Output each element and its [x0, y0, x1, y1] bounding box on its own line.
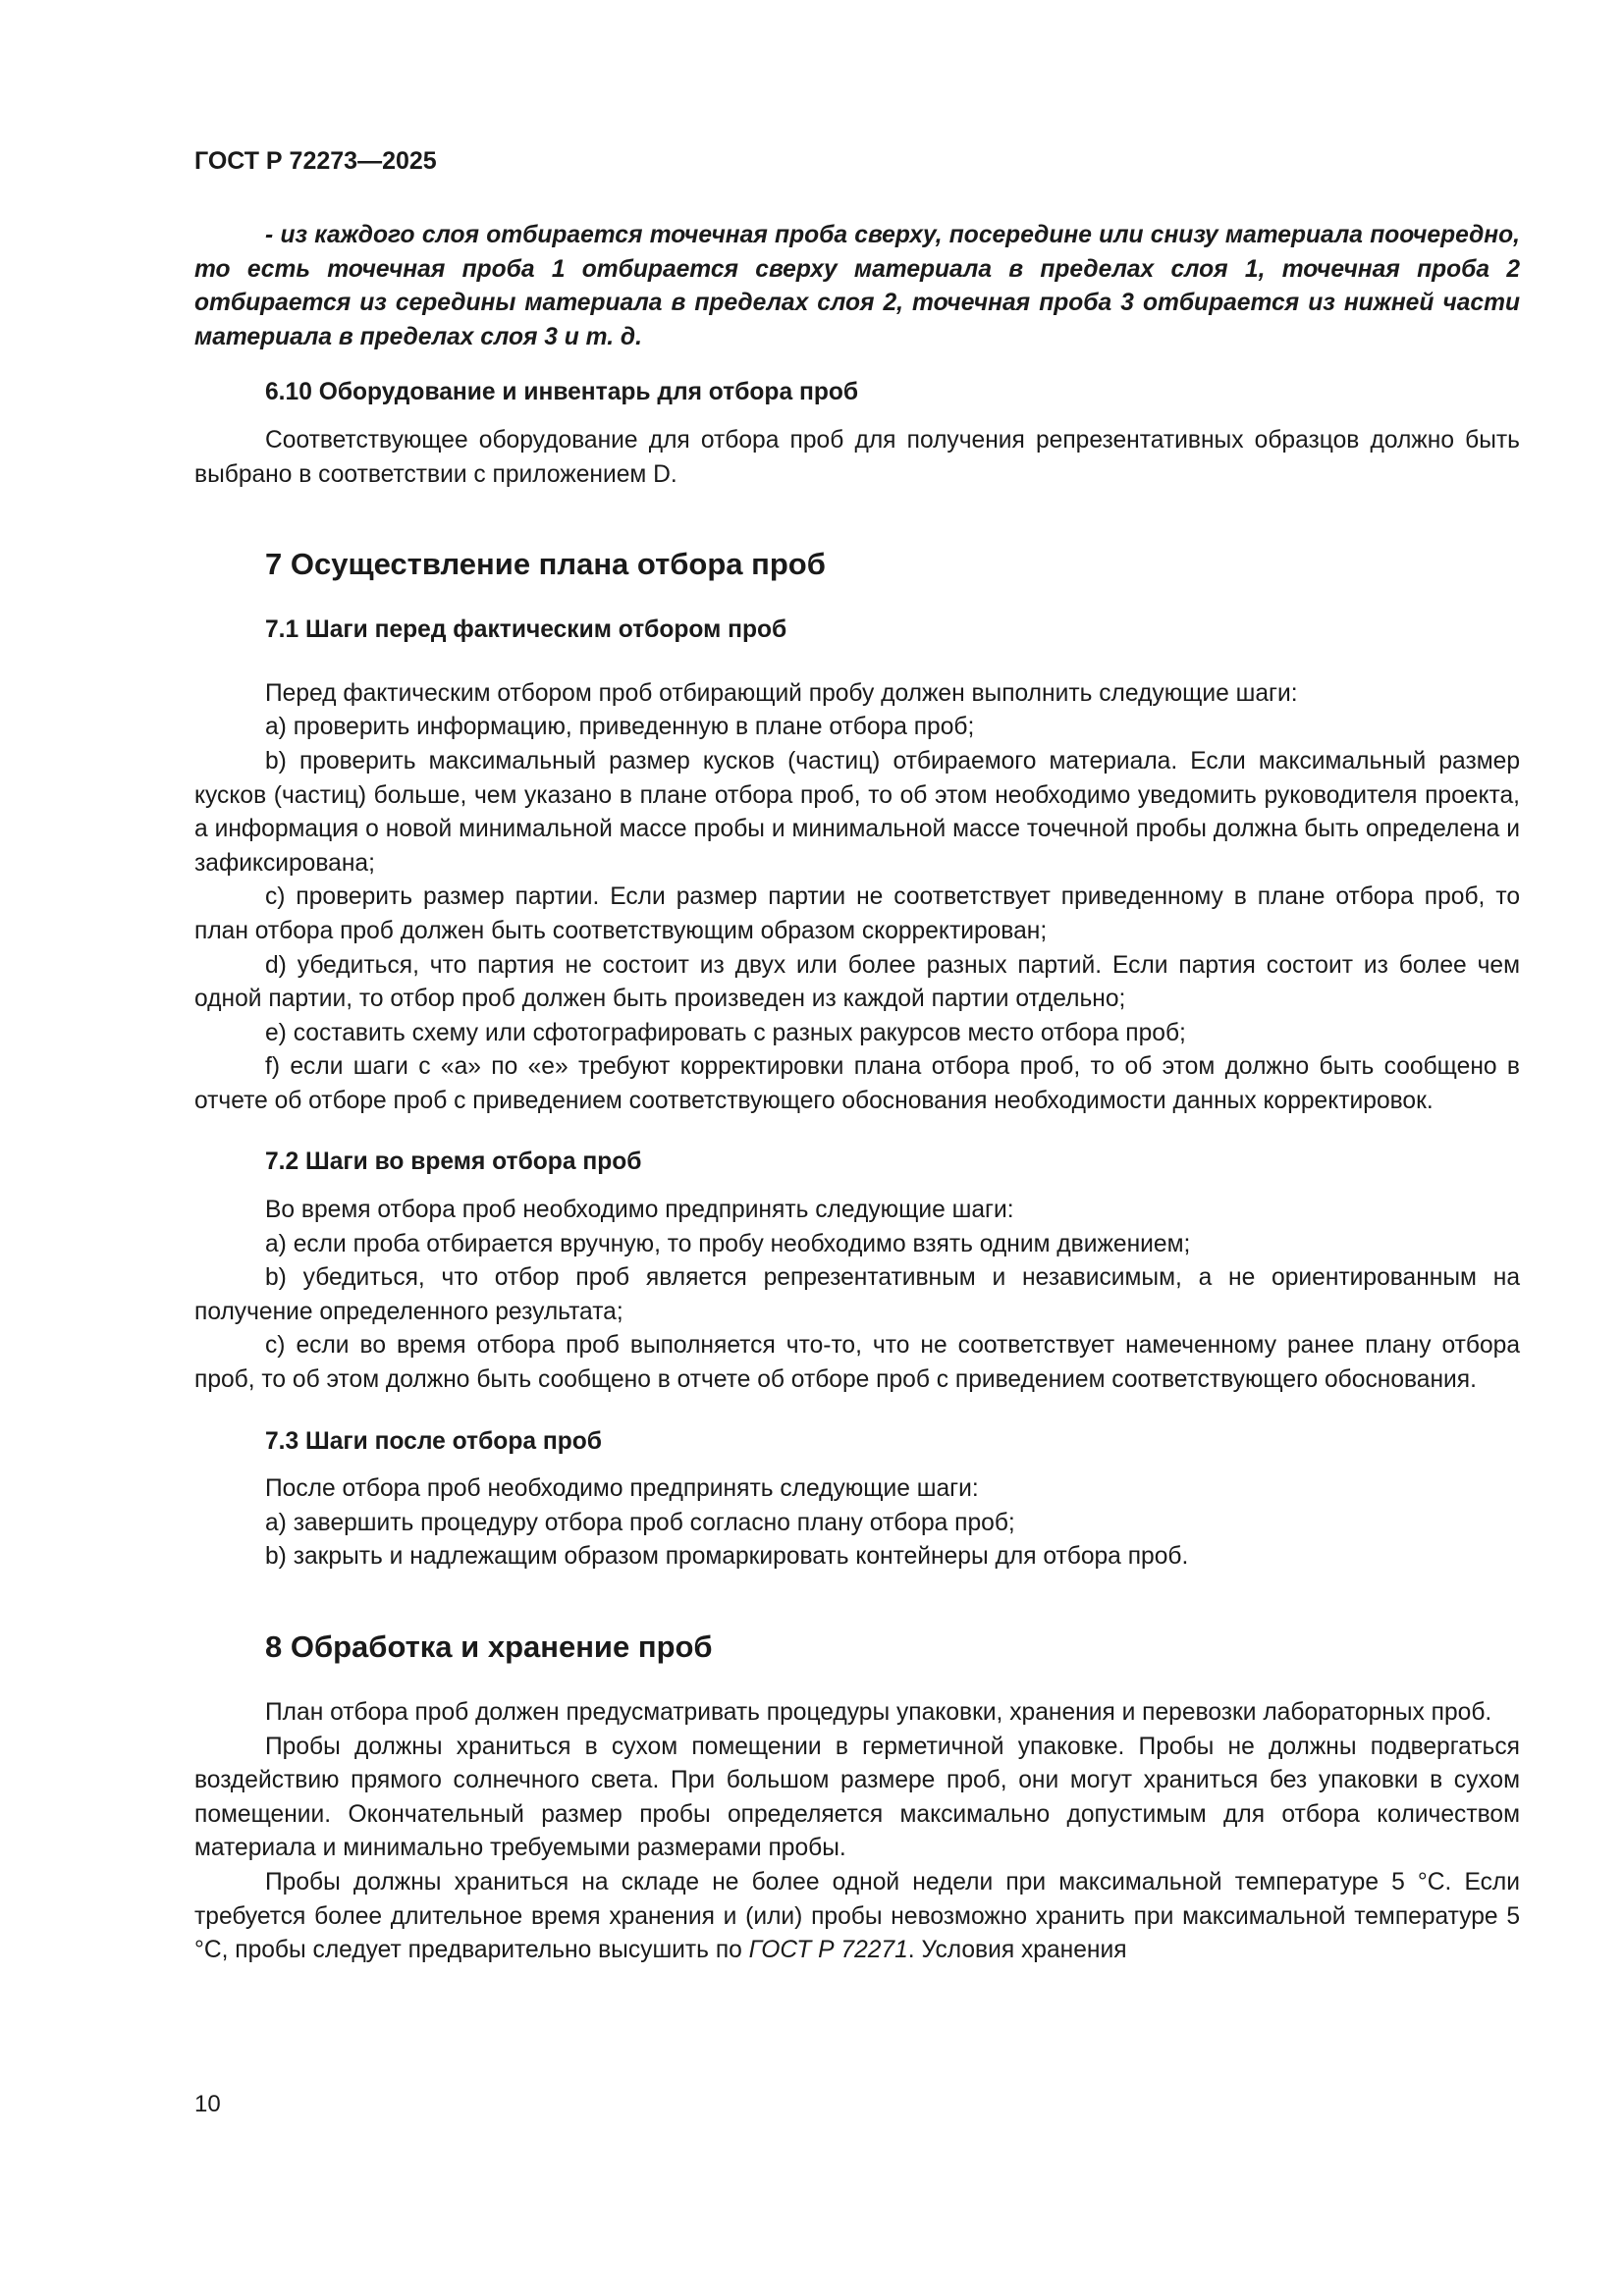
- paragraph: План отбора проб должен предусматривать процедуры упаковки, хранения и перевозки лабораторных проб.: [265, 1699, 1492, 1726]
- list-item: a) проверить информацию, приведенную в плане отбора проб;: [265, 714, 975, 741]
- section-6-10-title: 6.10 Оборудование и инвентарь для отбора проб: [265, 379, 859, 406]
- list-item: c) проверить размер партии. Если размер партии не соответствует приведенному в плане отбора проб, то план отбора проб должен быть соответствующим образом скорректирован;: [194, 883, 1520, 944]
- list-item: d) убедиться, что партия не состоит из двух или более разных партий. Если партия состоит из более чем одной партии, то отбор проб должен быть произведен из каждой партии отдельно;: [194, 951, 1520, 1013]
- section-7-2-title: 7.2 Шаги во время отбора проб: [265, 1148, 642, 1176]
- paragraph: Пробы должны храниться в сухом помещении в герметичной упаковке. Пробы не должны подвергаться воздействию прямого солнечного света. При большом размере проб, они могут храниться без упаковки в сухом помещении. Окончательный размер пробы определяется максимально допустимым для отбора количеством материала и минимально требуемыми размерами пробы.: [194, 1733, 1520, 1862]
- text: . Условия хранения: [907, 1937, 1127, 1964]
- document-header: ГОСТ Р 72273—2025: [194, 147, 437, 175]
- list-item: a) завершить процедуру отбора проб согласно плану отбора проб;: [265, 1509, 1015, 1536]
- list-item: b) проверить максимальный размер кусков (частиц) отбираемого материала. Если максимальный размер кусков (частиц) больше, чем указано в плане отбора проб, то об этом необходимо уведомить руководителя проекта, а информация о новой минимальной массе пробы и минимальной массе точечной пробы должна быть определена и зафиксирована;: [194, 747, 1520, 877]
- text: Пробы должны храниться на складе не более одной недели при максимальной температуре 5 °С. Если требуется более длительное время хранения и (или) пробы невозможно хранить при максимальной температуре 5 °С, пробы следует предварительно высушить по: [194, 1868, 1520, 1964]
- section-8-title: 8 Обработка и хранение проб: [265, 1629, 713, 1664]
- list-item: b) убедиться, что отбор проб является репрезентативным и независимым, а не ориентированным на получение определенного результата;: [194, 1264, 1520, 1325]
- standard-reference: ГОСТ Р 72271: [748, 1937, 908, 1964]
- section-7-title: 7 Осуществление плана отбора проб: [265, 547, 826, 582]
- section-7-1-title: 7.1 Шаги перед фактическим отбором проб: [265, 616, 787, 644]
- section-7-3-title: 7.3 Шаги после отбора проб: [265, 1427, 602, 1455]
- list-item: b) закрыть и надлежащим образом промаркировать контейнеры для отбора проб.: [265, 1543, 1189, 1571]
- page-number: 10: [194, 2091, 221, 2117]
- list-item: a) если проба отбирается вручную, то пробу необходимо взять одним движением;: [265, 1230, 1191, 1257]
- document-page: [194, 147, 1520, 1968]
- list-item: e) составить схему или сфотографировать с разных ракурсов место отбора проб;: [265, 1019, 1186, 1046]
- section-6-10-text: Соответствующее оборудование для отбора проб для получения репрезентативных образцов должно быть выбрано в соответствии с приложением D.: [194, 426, 1520, 488]
- paragraph: Перед фактическим отбором проб отбирающий пробу должен выполнить следующие шаги:: [265, 679, 1298, 707]
- list-item: f) если шаги с «а» по «е» требуют корректировки плана отбора проб, то об этом должно быть сообщено в отчете об отборе проб с приведением соответствующего обоснования необходимости данных корректировок.: [194, 1053, 1520, 1114]
- paragraph: Во время отбора проб необходимо предпринять следующие шаги:: [265, 1197, 1014, 1224]
- paragraph: После отбора проб необходимо предпринять следующие шаги:: [265, 1475, 979, 1503]
- list-item: c) если во время отбора проб выполняется что-то, что не соответствует намеченному ранее плану отбора проб, то об этом должно быть сообщено в отчете об отборе проб с приведением соответствующего обоснования.: [194, 1332, 1520, 1394]
- intro-list-item: - из каждого слоя отбирается точечная проба сверху, посередине или снизу материала поочередно, то есть точечная проба 1 отбирается сверху материала в пределах слоя 1, точечная проба 2 отбирается из середины материала в пределах слоя 2, точечная проба 3 отбирается из нижней части материала в пределах слоя 3 и т. д.: [194, 222, 1520, 350]
- paragraph: [194, 1866, 1520, 1968]
